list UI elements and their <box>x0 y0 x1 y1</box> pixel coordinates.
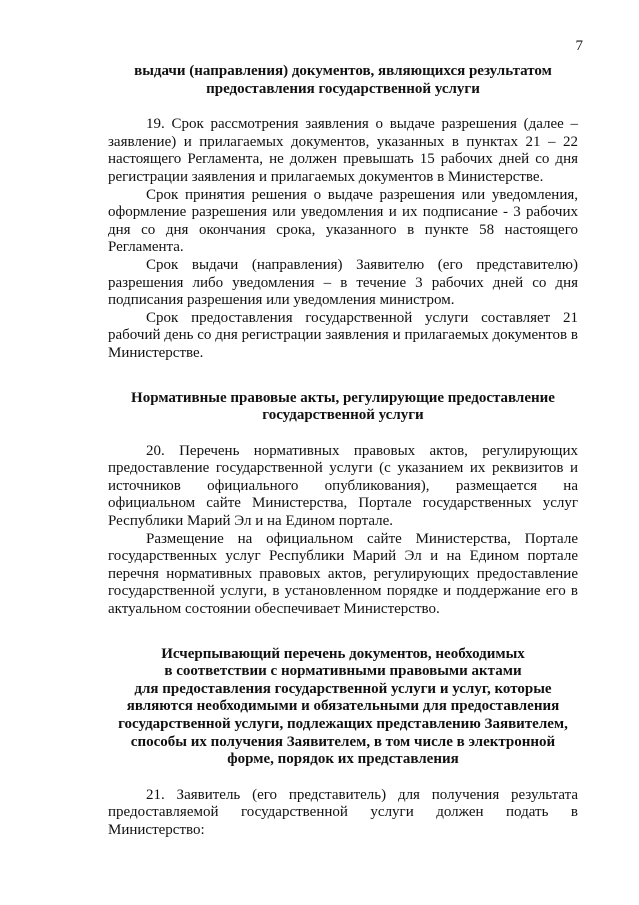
paragraph-service-term: Срок предоставления государственной услуги составляет 21 рабочий день со дня регистрации заявления и прилагаемых документов в Министерстве. <box>108 309 578 361</box>
heading-line: форме, порядок их представления <box>227 751 459 768</box>
heading-line: государственной услуги, подлежащих представлению Заявителем, <box>118 716 568 732</box>
section-heading-legal-acts <box>108 390 578 425</box>
section-heading-required-documents <box>108 646 578 769</box>
document-body <box>108 63 578 840</box>
heading-line: Нормативные правовые акты, регулирующие предоставление <box>131 389 555 406</box>
heading-line: государственной услуги <box>262 407 424 424</box>
section-heading-result-issuance <box>108 63 578 98</box>
heading-line: предоставления государственной услуги <box>206 80 480 97</box>
heading-line: для предоставления государственной услуги и услуг, которые <box>134 680 552 697</box>
paragraph-issuance-term: Срок выдачи (направления) Заявителю (его представителю) разрешения либо уведомления – в течение 3 рабочих дней со дня подписания разрешения или уведомления министром. <box>108 256 578 309</box>
heading-line: способы их получения Заявителем, в том числе в электронной <box>130 733 556 750</box>
paragraph-legal-acts-publication: Размещение на официальном сайте Министерства, Портале государственных услуг Республики Марий Эл и на Едином портале перечня нормативных правовых актов, регулирующих предоставление государственной услуги, в установленном порядке и поддержание его в актуальном состоянии обеспечивает Министерство. <box>108 530 578 618</box>
heading-line: являются необходимыми и обязательными для предоставления <box>126 698 560 715</box>
heading-line: в соответствии с нормативными правовыми актами <box>164 663 522 680</box>
paragraph-21: 21. Заявитель (его представитель) для получения результата предоставляемой государственной услуги должен подать в Министерство: <box>108 786 578 838</box>
paragraph-19: 19. Срок рассмотрения заявления о выдаче разрешения (далее – заявление) и прилагаемых документов, указанных в пунктах 21 – 22 настоящего Регламента, не должен превышать 15 рабочих дней со дня регистрации заявления и прилагаемых документов в Министерстве. <box>108 116 578 185</box>
page-number: 7 <box>575 38 583 54</box>
paragraph-decision-term: Срок принятия решения о выдаче разрешения или уведомления, оформление разрешения или уведомления и их подписание - 3 рабочих дня со дня окончания срока, указанного в пункте 58 настоящего Регламента. <box>108 186 578 256</box>
heading-line: выдачи (направления) документов, являющихся результатом <box>134 63 552 79</box>
heading-line: Исчерпывающий перечень документов, необходимых <box>161 645 525 662</box>
paragraph-20: 20. Перечень нормативных правовых актов, регулирующих предоставление государственной услуги (с указанием их реквизитов и источников официального опубликования), размещается на официальном сайте Министерства, Портале государственных услуг Республики Марий Эл и на Едином портале. <box>108 442 578 530</box>
